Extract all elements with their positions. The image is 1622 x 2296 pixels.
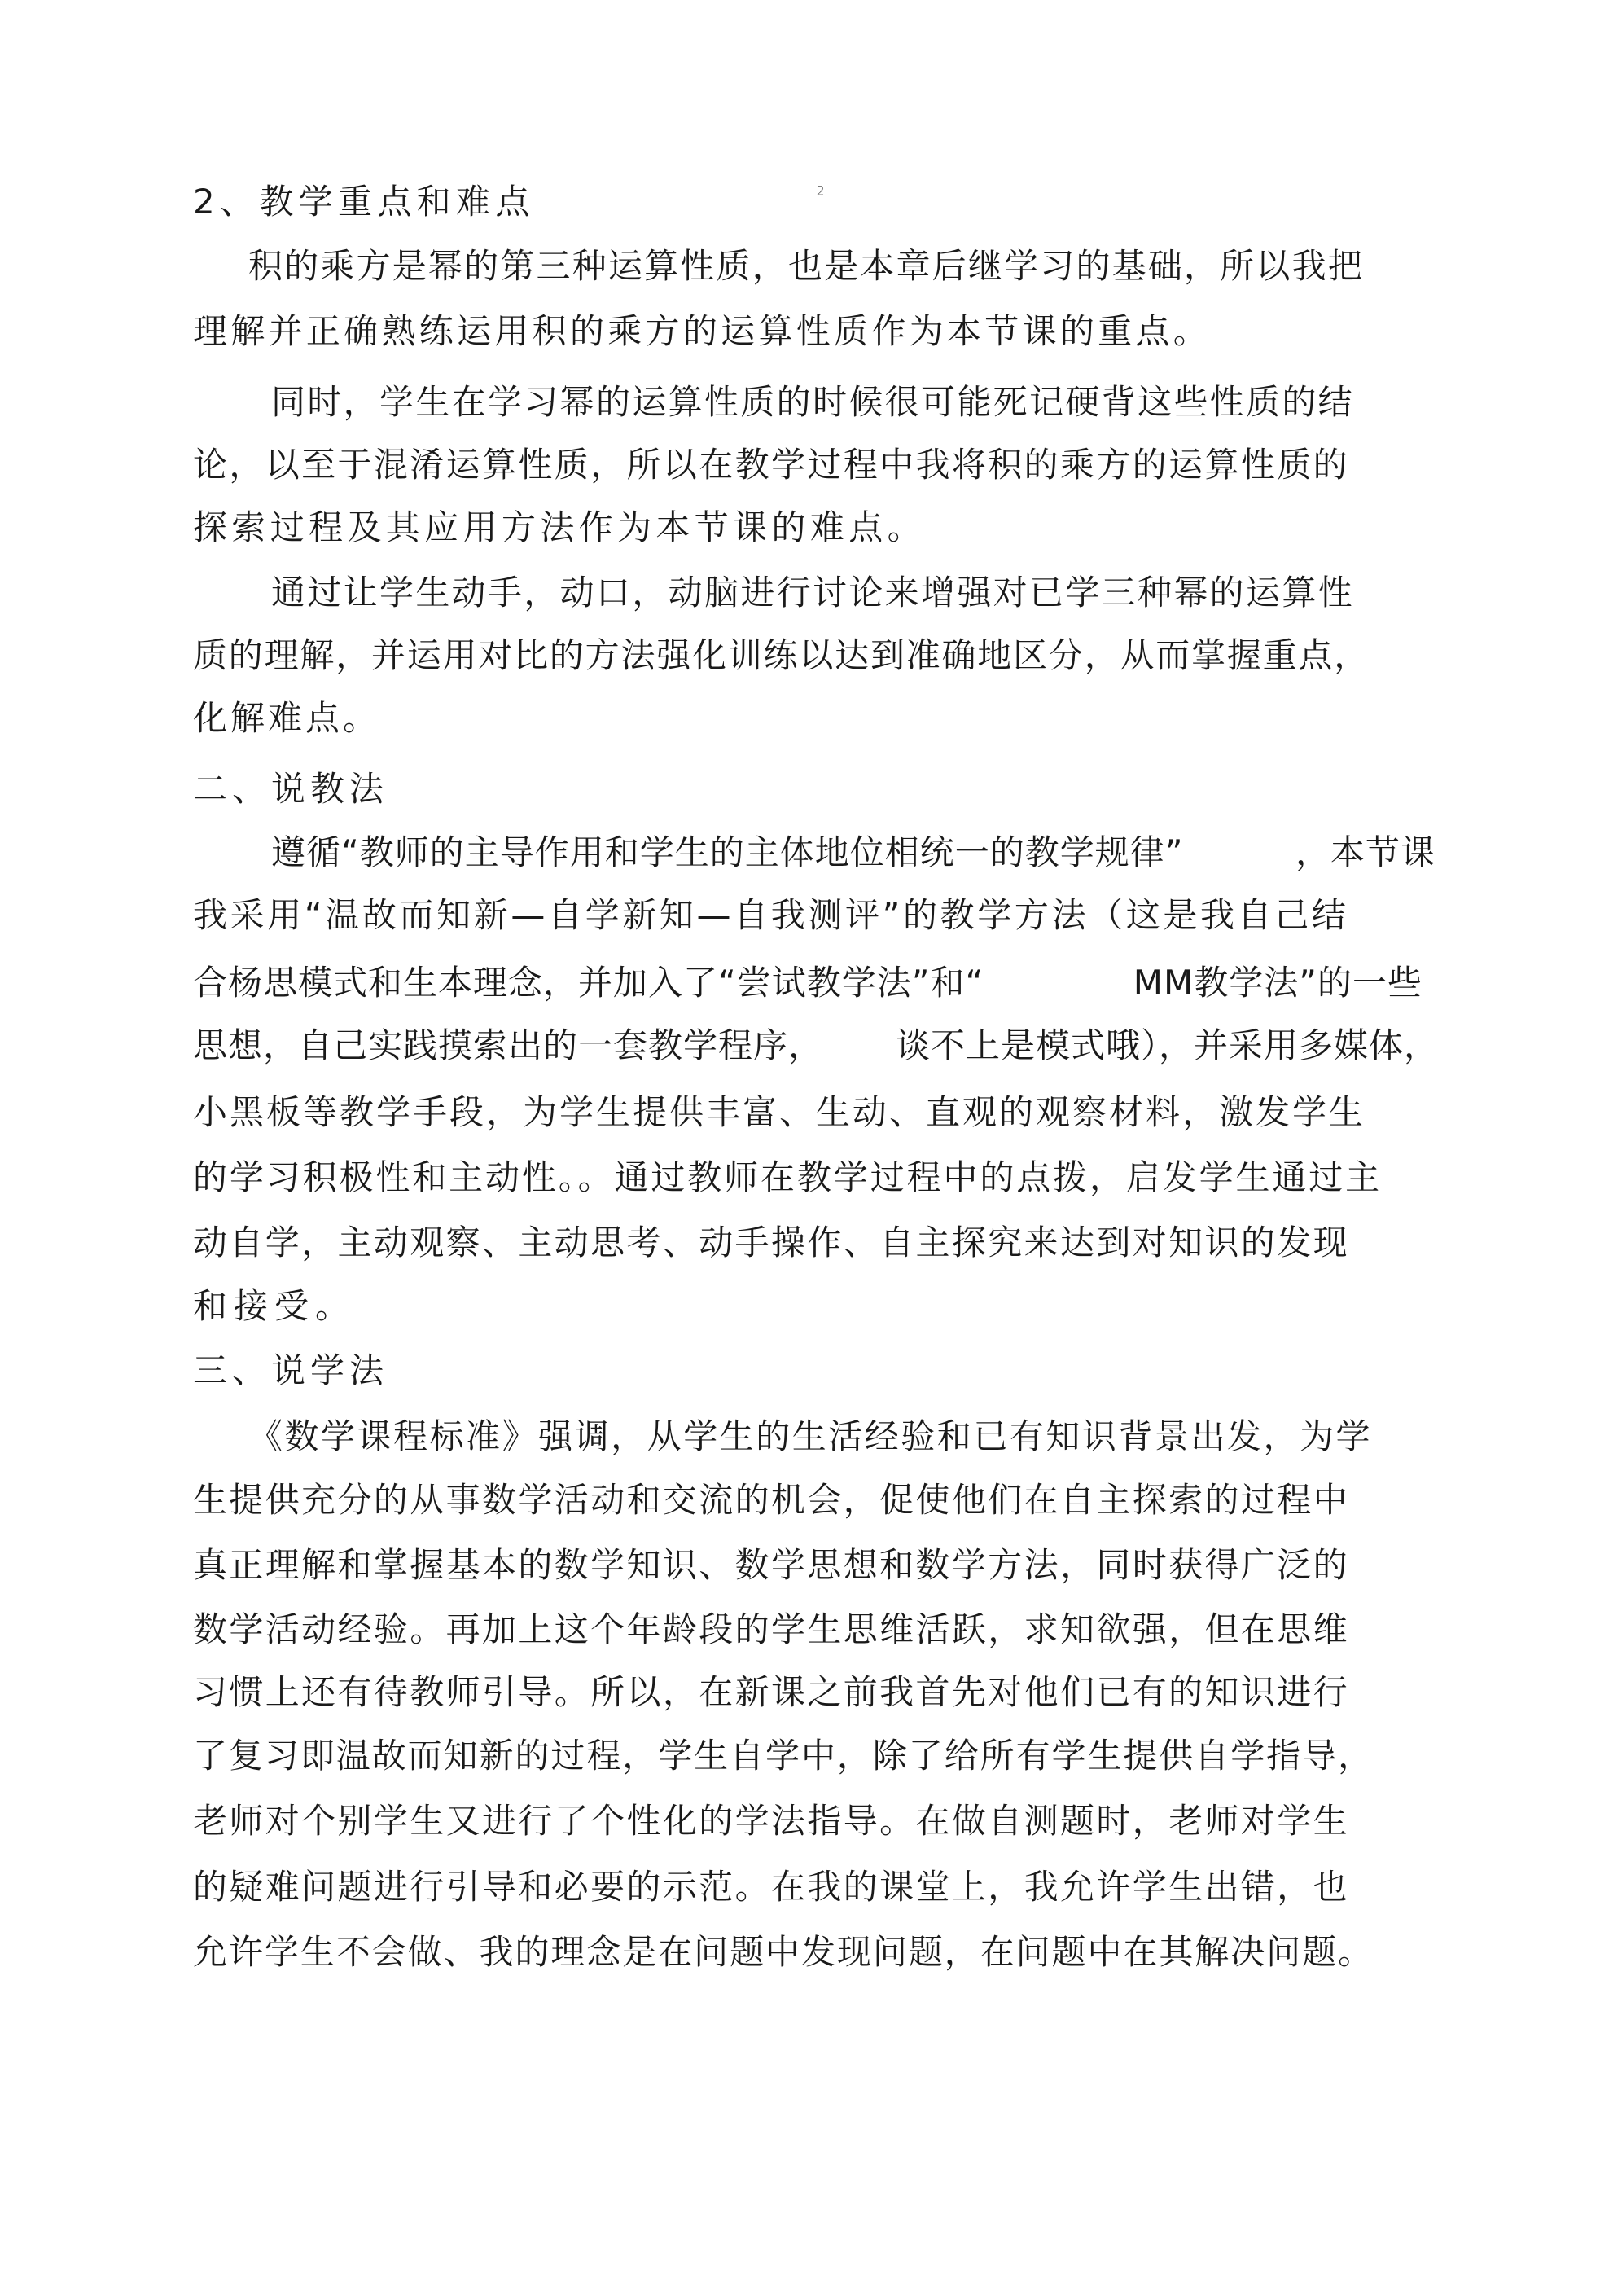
paragraph-line: 探索过程及其应用方法作为本节课的难点。 [193, 507, 927, 547]
paragraph-line: 论，以至于混淆运算性质，所以在教学过程中我将积的乘方的运算性质的 [193, 445, 1350, 485]
text-segment: 遵循“教师的主导作用和学生的主体地位相统一的教学规律” [271, 832, 1184, 872]
paragraph-line: 和接受。 [193, 1286, 357, 1326]
paragraph-line: 我采用“温故而知新—自学新知—自我测评”的教学方法（这是我自己结 [193, 895, 1349, 935]
text-segment: 思想，自己实践摸索出的一套教学程序， [193, 1025, 824, 1065]
paragraph-line [193, 962, 1423, 1004]
text-segment: ，本节课 [1295, 832, 1436, 872]
page-number: 2 [817, 182, 824, 199]
paragraph-line: 的疑难问题进行引导和必要的示范。在我的课堂上，我允许学生出错，也 [193, 1867, 1350, 1907]
paragraph-line: 的学习积极性和主动性。。通过教师在教学过程中的点拨，启发学生通过主 [193, 1157, 1383, 1197]
paragraph-line [193, 1025, 1439, 1067]
text-segment: 谈不上是模式哦），并采用多媒体， [895, 1025, 1439, 1065]
paragraph-line: 化解难点。 [193, 698, 381, 738]
text-segment: 合杨思模式和生本理念，并加入了“尝试教学法”和“ [193, 963, 984, 1003]
paragraph-line: 同时，学生在学习幂的运算性质的时候很可能死记硬背这些性质的结 [271, 382, 1355, 422]
paragraph-line: 习惯上还有待教师引导。所以，在新课之前我首先对他们已有的知识进行 [193, 1672, 1350, 1712]
paragraph-line: 了复习即温故而知新的过程，学生自学中，除了给所有学生提供自学指导， [193, 1736, 1374, 1776]
paragraph-line: 理解并正确熟练运用积的乘方的运算性质作为本节课的重点。 [193, 311, 1212, 351]
paragraph-line: 动自学，主动观察、主动思考、动手操作、自主探究来达到对知识的发现 [193, 1223, 1350, 1262]
paragraph-line [271, 832, 1436, 874]
paragraph-line: 生提供充分的从事数学活动和交流的机会，促使他们在自主探索的过程中 [193, 1480, 1350, 1520]
paragraph-line: 质的理解，并运用对比的方法强化训练以达到准确地区分，从而掌握重点， [193, 635, 1370, 675]
paragraph-line: 真正理解和掌握基本的数学知识、数学思想和数学方法，同时获得广泛的 [193, 1545, 1350, 1585]
paragraph-line: 数学活动经验。再加上这个年龄段的学生思维活跃，求知欲强，但在思维 [193, 1609, 1350, 1649]
section-heading-learning: 三、说学法 [193, 1350, 389, 1390]
paragraph-line: 允许学生不会做、我的理念是在问题中发现问题，在问题中在其解决问题。 [193, 1932, 1374, 1972]
paragraph-line: 通过让学生动手，动口，动脑进行讨论来增强对已学三种幂的运算性 [271, 573, 1355, 612]
paragraph-line: 老师对个别学生又进行了个性化的学法指导。在做自测题时，老师对学生 [193, 1801, 1350, 1841]
text-segment: MM教学法”的一些 [1133, 963, 1423, 1003]
paragraph-line: 《数学课程标准》强调，从学生的生活经验和已有知识背景出发，为学 [248, 1416, 1373, 1456]
section-heading-focus: 2、教学重点和难点 [193, 182, 535, 222]
paragraph-line: 小黑板等教学手段，为学生提供丰富、生动、直观的观察材料，激发学生 [193, 1092, 1366, 1132]
section-heading-method: 二、说教法 [193, 769, 389, 809]
paragraph-line: 积的乘方是幂的第三种运算性质，也是本章后继学习的基础，所以我把 [248, 246, 1365, 286]
